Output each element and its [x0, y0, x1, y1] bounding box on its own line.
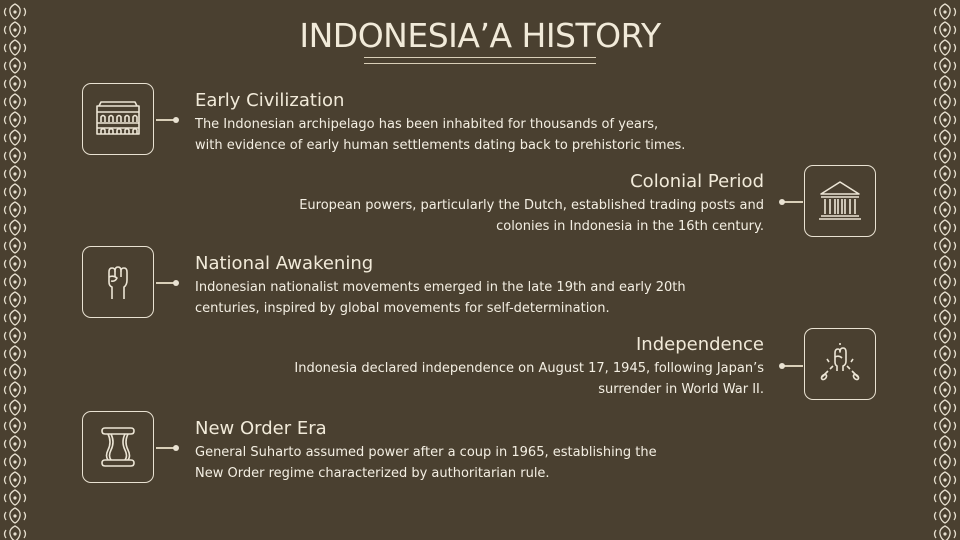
ornament-motif	[5, 238, 26, 253]
ornament-motif	[5, 76, 26, 91]
entry-heading: National Awakening	[195, 253, 374, 274]
ornament-motif	[5, 364, 26, 379]
ornament-motif	[5, 130, 26, 145]
connector-line	[782, 365, 803, 367]
ornament-motif	[5, 184, 26, 199]
scroll-icon	[91, 420, 145, 474]
ornament-motif	[5, 490, 26, 505]
ornament-motif	[5, 292, 26, 307]
ornament-motif	[5, 454, 26, 469]
ornament-motif	[5, 58, 26, 73]
ornament-motif	[935, 346, 956, 361]
ornament-motif	[935, 364, 956, 379]
ornament-motif	[935, 238, 956, 253]
ornament-motif	[5, 112, 26, 127]
entry-description: Indonesia declared independence on August 17, 1945, following Japan’s surrender in World War II.	[294, 361, 764, 397]
ornament-motif	[5, 526, 26, 540]
title-underline	[364, 57, 596, 64]
ornament-motif	[935, 166, 956, 181]
classical-building-icon-box	[804, 165, 876, 237]
ornament-motif	[935, 58, 956, 73]
ornament-motif	[935, 454, 956, 469]
timeline-entry-new-order-era	[195, 418, 755, 484]
raised-fist-icon	[91, 255, 145, 309]
ornament-motif	[935, 490, 956, 505]
ornament-motif	[5, 472, 26, 487]
ornament-motif	[935, 148, 956, 163]
ornament-motif	[5, 256, 26, 271]
ornament-motif	[935, 130, 956, 145]
connector-line	[156, 282, 176, 284]
ornament-motif	[5, 220, 26, 235]
ornament-motif	[5, 436, 26, 451]
ornament-motif	[5, 400, 26, 415]
colosseum-icon-box	[82, 83, 154, 155]
entry-heading: Colonial Period	[630, 171, 764, 192]
entry-heading: Independence	[635, 334, 764, 355]
ornament-motif	[5, 382, 26, 397]
colosseum-icon	[91, 92, 145, 146]
ornament-motif	[935, 112, 956, 127]
timeline-entry-independence	[230, 334, 764, 400]
entry-heading: Early Civilization	[195, 90, 345, 111]
ornament-motif	[5, 274, 26, 289]
connector-line	[156, 447, 176, 449]
ornament-motif	[5, 508, 26, 523]
broken-chains-fist-icon	[813, 337, 867, 391]
entry-description: The Indonesian archipelago has been inhabited for thousands of years, with evidence of early human settlements dating back to prehistoric times.	[195, 117, 686, 153]
ornament-motif	[935, 436, 956, 451]
ornament-motif	[935, 184, 956, 199]
ornament-motif	[935, 76, 956, 91]
ornament-motif	[935, 472, 956, 487]
timeline-entry-early-civilization	[195, 90, 755, 156]
ornament-motif	[935, 220, 956, 235]
classical-building-icon	[813, 174, 867, 228]
entry-description: General Suharto assumed power after a coup in 1965, establishing the New Order regime characterized by authoritarian rule.	[195, 445, 657, 481]
ornament-motif	[5, 148, 26, 163]
ornament-motif	[935, 418, 956, 433]
ornament-motif	[935, 310, 956, 325]
scroll-icon-box	[82, 411, 154, 483]
ornament-motif	[5, 310, 26, 325]
timeline-entry-colonial-period	[230, 171, 764, 237]
ornament-motif	[5, 94, 26, 109]
ornament-motif	[935, 256, 956, 271]
ornament-motif	[935, 382, 956, 397]
entry-heading: New Order Era	[195, 418, 327, 439]
ornament-motif	[5, 202, 26, 217]
ornament-motif	[935, 202, 956, 217]
ornament-motif	[5, 346, 26, 361]
ornament-motif	[935, 400, 956, 415]
connector-line	[782, 201, 803, 203]
ornament-motif	[935, 508, 956, 523]
connector-line	[156, 119, 176, 121]
timeline-entry-national-awakening	[195, 253, 755, 319]
ornament-motif	[935, 274, 956, 289]
ornament-motif	[935, 526, 956, 540]
ornament-motif	[935, 292, 956, 307]
raised-fist-icon-box	[82, 246, 154, 318]
page-title: INDONESIA’A HISTORY	[299, 16, 661, 55]
entry-description: Indonesian nationalist movements emerged in the late 19th and early 20th centuries, inspired by global movements for self-determination.	[195, 280, 686, 316]
ornament-motif	[5, 418, 26, 433]
left-ornamental-border	[0, 0, 30, 540]
ornament-motif	[935, 94, 956, 109]
broken-chains-fist-icon-box	[804, 328, 876, 400]
ornament-motif	[5, 166, 26, 181]
right-ornamental-border	[930, 0, 960, 540]
entry-description: European powers, particularly the Dutch, established trading posts and colonies in Indonesia in the 16th century.	[299, 198, 764, 234]
ornament-motif	[935, 328, 956, 343]
ornament-motif	[5, 328, 26, 343]
